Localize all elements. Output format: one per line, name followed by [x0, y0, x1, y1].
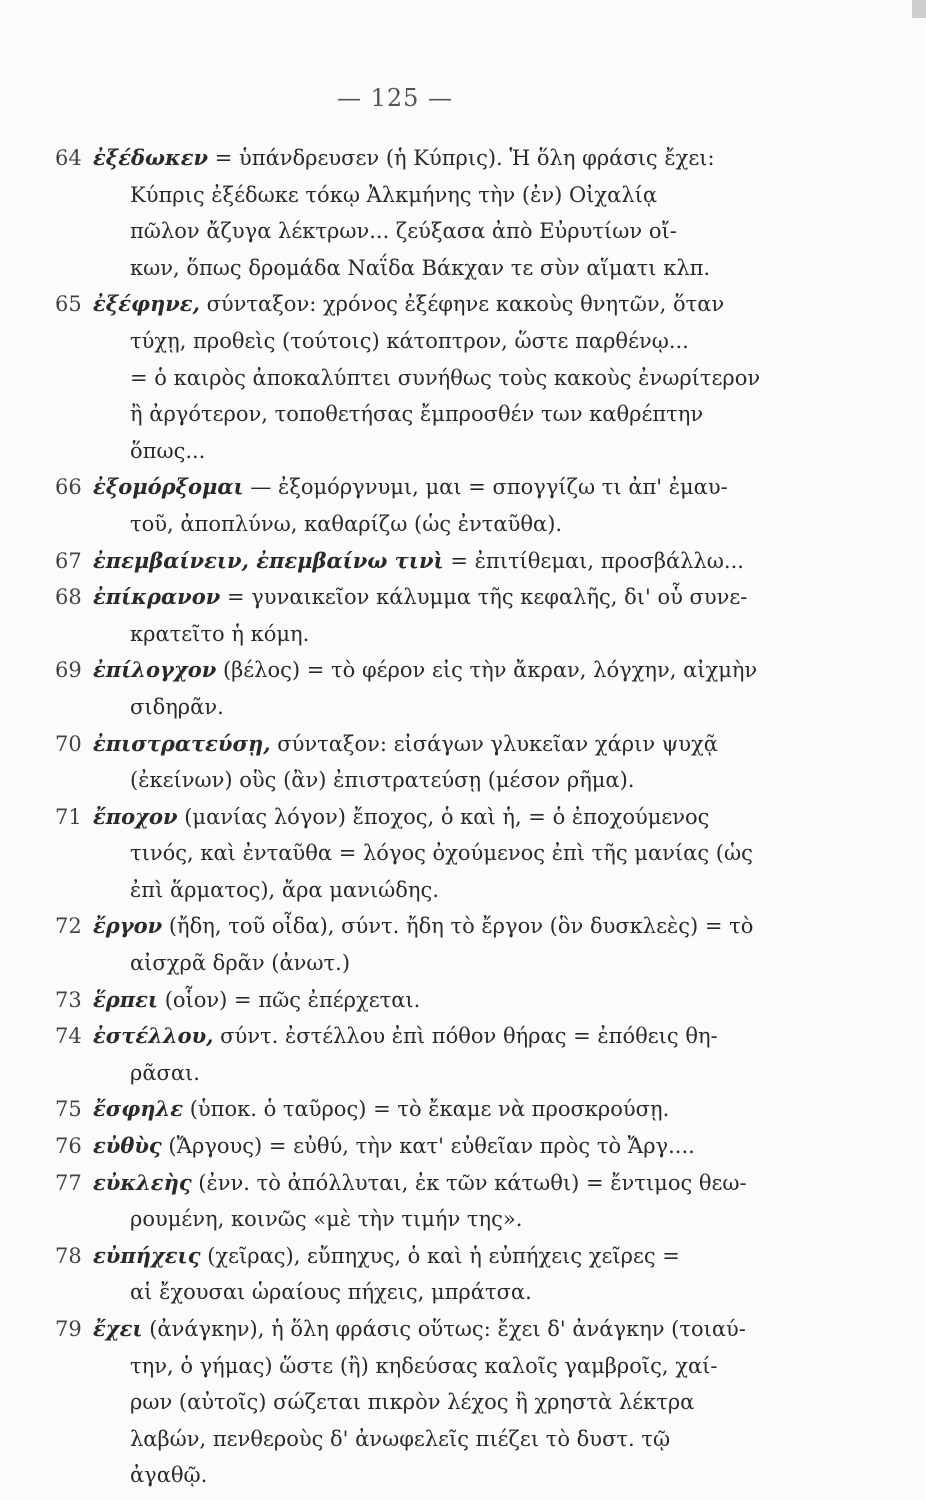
entry-first-line — [55, 1165, 795, 1202]
entry-continuation-line: αἱ ἔχουσαι ὡραίους πήχεις, μπράτσα. — [130, 1280, 532, 1305]
entry-first-line — [55, 799, 795, 836]
entry-number: 73 — [55, 987, 82, 1012]
entry-first-line — [55, 1311, 795, 1348]
entry-headword: ἔποχον — [93, 803, 178, 829]
glossary-entry — [55, 543, 795, 580]
entry-text: σύντ. ἐστέλλου ἐπὶ πόθον θήρας = ἐπόθεις θη- — [213, 1024, 718, 1049]
glossary-list — [55, 140, 795, 1494]
entry-continuation-line: κων, ὅπως δρομάδα Ναΐδα Βάκχαν τε σὺν αἵματι κλπ. — [130, 255, 711, 280]
entry-headword: ἔχει — [93, 1316, 143, 1341]
entry-continuation-line: ἢ ἀργότερον, τοποθετήσας ἔμπροσθέν των καθρέπτην — [130, 402, 704, 427]
entry-headword: ἐξέδωκεν — [93, 145, 209, 170]
entry-first-line — [55, 1091, 795, 1128]
entry-continuation-line: ἀγαθῷ. — [130, 1463, 208, 1488]
entry-continuation-line: ἐπὶ ἅρματος), ἄρα μανιώδης. — [130, 877, 439, 902]
entry-text: = γυναικεῖον κάλυμμα τῆς κεφαλῆς, δι' οὗ συνε- — [220, 585, 748, 610]
entry-first-line — [55, 982, 795, 1019]
entry-continuation-line: = ὁ καιρὸς ἀποκαλύπτει συνήθως τοὺς κακοὺς ἐνωρίτερον — [130, 365, 761, 390]
entry-headword: ἐξέφηνε, — [93, 291, 200, 317]
glossary-entry — [55, 1165, 795, 1238]
entry-continuation-line: τινός, καὶ ἐνταῦθα = λόγος ὀχούμενος ἐπὶ τῆς μανίας (ὡς — [130, 841, 753, 866]
entry-headword: ἐπίκρανον — [93, 584, 221, 610]
entry-number: 79 — [55, 1317, 82, 1341]
entry-number: 70 — [55, 731, 82, 756]
glossary-entry — [55, 799, 795, 909]
entry-text: — ἐξομόργνυμι, μαι = σπογγίζω τι ἀπ' ἐμαυ- — [243, 475, 728, 500]
entry-headword: ἐπίλογχον — [93, 657, 217, 683]
entry-first-line — [55, 579, 795, 616]
entry-first-line — [55, 286, 795, 323]
entry-headword: ἐπιστρατεύσῃ, — [93, 730, 271, 756]
page-edge-mark — [912, 0, 926, 18]
entry-number: 66 — [55, 475, 82, 500]
entry-continuation-line: ρᾶσαι. — [130, 1060, 200, 1085]
entry-text: (χεῖρας), εὔπηχυς, ὁ καὶ ἡ εὐπήχεις χεῖρες = — [200, 1243, 680, 1268]
entry-headword: ἔσφηλε — [93, 1096, 184, 1122]
entry-first-line — [55, 1238, 795, 1275]
entry-text: (βέλος) = τὸ φέρον εἰς τὴν ἄκραν, λόγχην, αἰχμὴν — [216, 658, 758, 683]
entry-headword: εὐθὺς — [93, 1133, 162, 1159]
entry-text: (ἐνν. τὸ ἀπόλλυται, ἐκ τῶν κάτωθι) = ἔντιμος θεω- — [191, 1170, 747, 1195]
entry-continuation-line: ρων (αὐτοῖς) σώζεται πικρὸν λέχος ἢ χρηστὰ λέκτρα — [130, 1390, 695, 1415]
entry-continuation-line: ὅπως... — [130, 438, 206, 463]
glossary-entry — [55, 982, 795, 1019]
entry-headword: ἐπεμβαίνειν, ἐπεμβαίνω τινὶ — [93, 547, 444, 573]
entry-number: 72 — [55, 914, 82, 939]
entry-text: = ὑπάνδρευσεν (ἡ Κύπρις). Ἡ ὅλη φράσις ἔχει: — [208, 146, 715, 170]
entry-first-line — [55, 726, 795, 763]
entry-text: (ἀνάγκην), ἡ ὅλη φράσις οὕτως: ἔχει δ' ἀνάγκην (τοιαύ- — [142, 1317, 746, 1341]
glossary-entry — [55, 1311, 795, 1494]
entry-headword: ἐξομόρξομαι — [93, 474, 244, 500]
entry-number: 65 — [55, 292, 82, 317]
entry-first-line — [55, 652, 795, 689]
entry-continuation-line: ρουμένη, κοινῶς «μὲ τὴν τιμήν της». — [130, 1207, 523, 1232]
glossary-entry — [55, 726, 795, 799]
entry-number: 67 — [55, 548, 82, 573]
entry-text: (ἤδη, τοῦ οἶδα), σύντ. ἤδη τὸ ἔργον (ὃν δυσκλεὲς) = τὸ — [162, 914, 754, 939]
entry-headword: ἔργον — [93, 913, 163, 939]
entry-number: 64 — [55, 146, 82, 170]
entry-continuation-line: την, ὁ γήμας) ὥστε (ἢ) κηδεύσας καλοῖς γαμβροῖς, χαί- — [130, 1353, 718, 1378]
glossary-entry — [55, 1091, 795, 1128]
entry-number: 75 — [55, 1097, 82, 1122]
glossary-entry — [55, 579, 795, 652]
glossary-entry — [55, 140, 795, 286]
entry-headword: εὐκλεὴς — [93, 1169, 192, 1195]
entry-text: (μανίας λόγον) ἔποχος, ὁ καὶ ἡ, = ὁ ἐποχούμενος — [177, 804, 710, 829]
entry-first-line — [55, 140, 795, 177]
entry-headword: ἕρπει — [93, 986, 159, 1012]
entry-text: (οἷον) = πῶς ἐπέρχεται. — [158, 987, 421, 1012]
glossary-entry — [55, 1128, 795, 1165]
entry-continuation-line: (ἐκείνων) οὓς (ἂν) ἐπιστρατεύσῃ (μέσον ρῆμα). — [130, 768, 635, 793]
entry-text: σύνταξον: χρόνος ἐξέφηνε κακοὺς θνητῶν, ὅταν — [199, 292, 725, 317]
entry-first-line — [55, 543, 795, 580]
entry-continuation-line: τοῦ, ἀποπλύνω, καθαρίζω (ὡς ἐνταῦθα). — [130, 511, 563, 536]
entry-continuation-line: σιδηρᾶν. — [130, 694, 224, 719]
entry-headword: ἐστέλλου, — [93, 1023, 214, 1049]
entry-continuation-line: τύχῃ, προθεὶς (τούτοις) κάτοπτρον, ὥστε παρθένῳ... — [130, 328, 689, 353]
page-number: — 125 — — [336, 84, 454, 112]
entry-number: 69 — [55, 658, 82, 683]
entry-headword: εὐπήχεις — [93, 1242, 201, 1268]
glossary-entry — [55, 1238, 795, 1311]
entry-continuation-line: Κύπρις ἐξέδωκε τόκῳ Ἀλκμήνης τὴν (ἐν) Οἰχαλίᾳ — [130, 182, 658, 207]
glossary-entry — [55, 652, 795, 725]
glossary-entry — [55, 1018, 795, 1091]
entry-number: 68 — [55, 585, 82, 610]
entry-number: 74 — [55, 1024, 82, 1049]
entry-text: (ὑποκ. ὁ ταῦρος) = τὸ ἔκαμε νὰ προσκρούσῃ. — [183, 1097, 670, 1122]
entry-continuation-line: κρατεῖτο ἡ κόμη. — [130, 621, 310, 646]
entry-continuation-line: πῶλον ἄζυγα λέκτρων... ζεύξασα ἀπὸ Εὐρυτίων οἴ- — [130, 219, 677, 244]
entry-number: 76 — [55, 1134, 82, 1159]
entry-first-line — [55, 908, 795, 945]
entry-number: 78 — [55, 1243, 82, 1268]
entry-text: = ἐπιτίθεμαι, προσβάλλω... — [443, 548, 744, 573]
entry-text: (Ἄργους) = εὐθύ, τὴν κατ' εὐθεῖαν πρὸς τὸ Ἄργ.... — [161, 1134, 695, 1159]
entry-continuation-line: αἰσχρᾶ δρᾶν (ἀνωτ.) — [130, 951, 351, 976]
glossary-entry — [55, 908, 795, 981]
entry-first-line — [55, 469, 795, 506]
entry-number: 71 — [55, 804, 82, 829]
glossary-entry — [55, 469, 795, 542]
entry-first-line — [55, 1128, 795, 1165]
glossary-entry — [55, 286, 795, 469]
entry-text: σύνταξον: εἰσάγων γλυκεῖαν χάριν ψυχᾷ — [270, 731, 718, 756]
entry-first-line — [55, 1018, 795, 1055]
entry-continuation-line: λαβών, πενθεροὺς δ' ἀνωφελεῖς πιέζει τὸ δυστ. τῷ — [130, 1426, 671, 1451]
entry-number: 77 — [55, 1170, 82, 1195]
